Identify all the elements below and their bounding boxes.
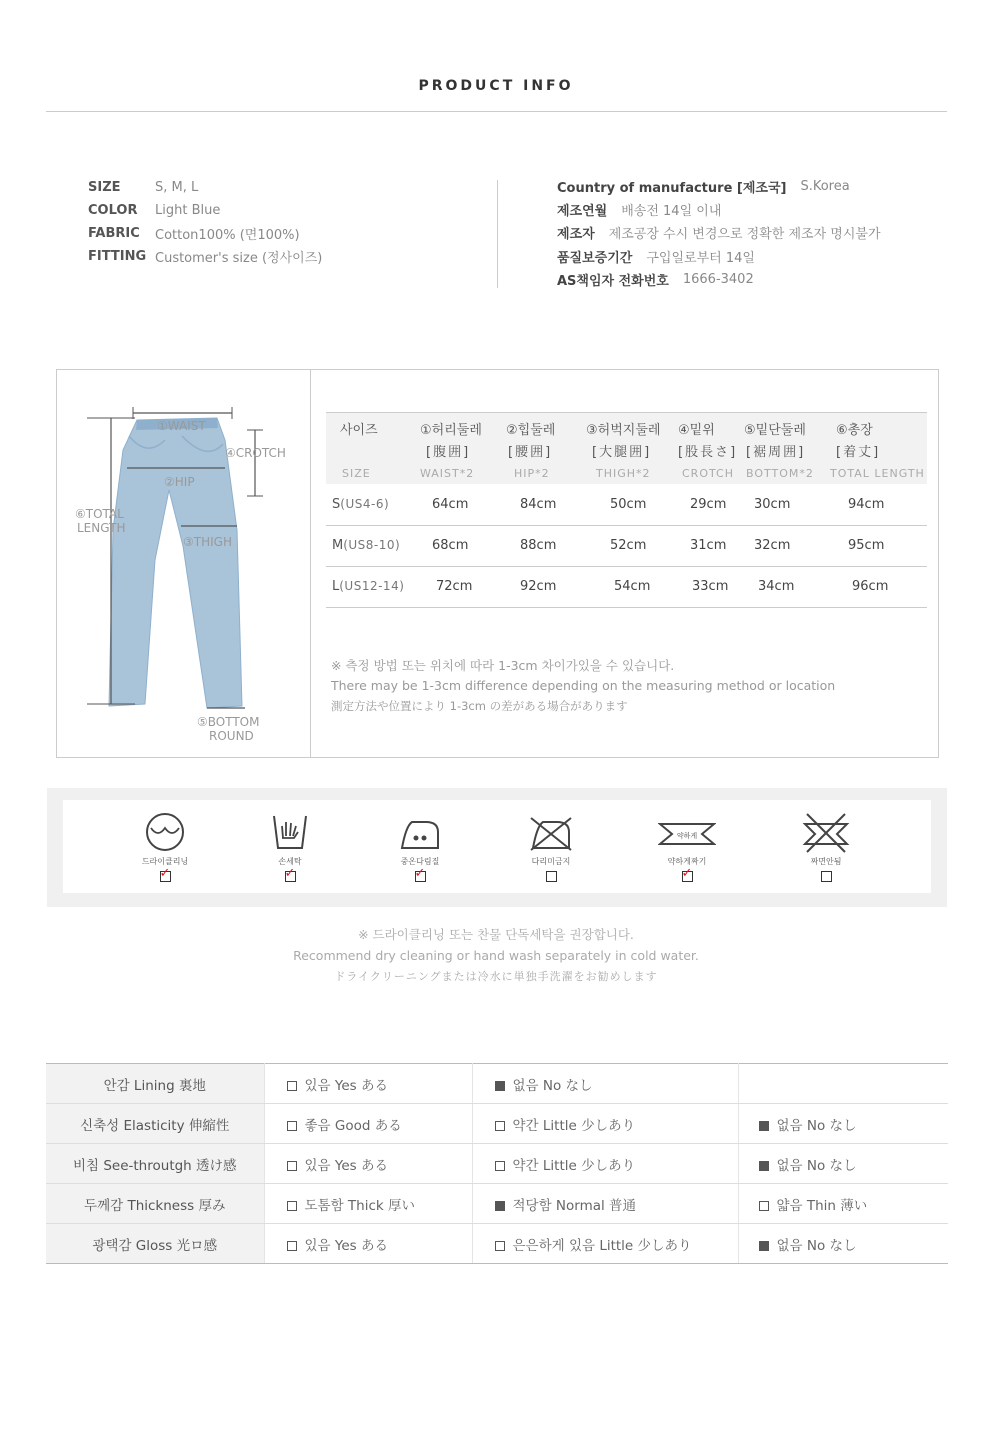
property-option[interactable] [472, 1144, 738, 1184]
total-length-label: ⑥TOTAL [75, 507, 124, 521]
property-option[interactable] [738, 1184, 948, 1224]
option-text: 있음 Yes ある [304, 1157, 388, 1174]
note-ko: ※ 측정 방법 또는 위치에 따라 1-3cm 차이가있을 수 있습니다. [331, 658, 675, 673]
value-cell: 33cm [678, 566, 742, 607]
care-item-gentle-wring [637, 812, 737, 882]
th-jp: [裾周囲] [742, 438, 830, 462]
th-en: BOTTOM*2 [742, 462, 830, 484]
option-text: 없음 No なし [776, 1117, 857, 1134]
value-cell: 54cm [580, 566, 678, 607]
option-checkbox[interactable] [495, 1121, 505, 1131]
spec-value: 배송전 14일 이내 [621, 204, 722, 220]
property-label: 안감 Lining 裏地 [46, 1064, 264, 1104]
care-label: 중온다림질 [400, 857, 440, 866]
spec-key: 제조자 [557, 227, 595, 243]
property-option[interactable] [472, 1104, 738, 1144]
spec-key: AS책임자 전화번호 [557, 273, 669, 289]
spec-value: S.Korea [800, 179, 850, 195]
property-option-empty [738, 1064, 948, 1104]
value-cell: 92cm [500, 566, 580, 607]
th-hip: ②힙둘레 [500, 413, 580, 438]
property-row-lining [46, 1064, 948, 1104]
spec-key: SIZE [88, 180, 121, 195]
property-option[interactable] [472, 1184, 738, 1224]
th-en: WAIST*2 [408, 462, 500, 484]
property-option[interactable] [472, 1064, 738, 1104]
value-cell: 29cm [678, 484, 742, 525]
th-jp: [着丈] [830, 438, 927, 462]
spec-value: 1666-3402 [682, 271, 754, 287]
option-text: 없음 No なし [776, 1157, 857, 1174]
property-label: 비침 See-throutgh 透け感 [46, 1144, 264, 1184]
option-text: 얇음 Thin 薄い [776, 1197, 868, 1214]
spec-value: 구입일로부터 14일 [646, 250, 755, 266]
measurement-notes [331, 656, 835, 716]
th-en: THIGH*2 [580, 462, 678, 484]
dry-cleaning-icon [143, 812, 187, 854]
care-checkbox[interactable] [546, 871, 557, 882]
care-item-iron [370, 812, 470, 882]
no-wring-icon [801, 812, 851, 854]
value-cell: 50cm [580, 484, 678, 525]
spec-list-left [88, 176, 322, 268]
care-checkbox[interactable] [414, 866, 426, 882]
value-cell: 64cm [408, 484, 500, 525]
size-letter: S [332, 496, 341, 512]
care-label: 드라이클리닝 [141, 857, 189, 866]
value-cell: 34cm [742, 566, 830, 607]
option-checkbox[interactable] [759, 1121, 769, 1131]
property-option[interactable] [264, 1064, 472, 1104]
th-en: TOTAL LENGTH [830, 462, 927, 484]
spec-row-size [88, 176, 322, 199]
spec-key: COLOR [88, 203, 138, 218]
note-jp: 測定方法や位置により 1-3cm の差がある場合があります [331, 699, 628, 713]
jeans-measurement-diagram [57, 370, 310, 758]
value-cell: 68cm [408, 525, 500, 566]
th-jp [326, 438, 408, 462]
property-row-gloss [46, 1224, 948, 1264]
option-text: 약간 Little 少しあり [512, 1157, 636, 1174]
waist-label: ①WAIST [157, 419, 206, 433]
spec-row-as-phone [557, 268, 881, 291]
spec-key: 품질보증기간 [557, 250, 633, 266]
spec-key: FITTING [88, 249, 147, 264]
property-option[interactable] [264, 1104, 472, 1144]
option-text: 좋음 Good ある [304, 1117, 402, 1134]
page-title: PRODUCT INFO [418, 78, 574, 94]
check-icon: ✓ [284, 866, 296, 881]
value-cell: 84cm [500, 484, 580, 525]
spec-key: FABRIC [88, 226, 140, 241]
size-box-divider [310, 370, 311, 757]
care-checkbox[interactable] [681, 866, 693, 882]
hand-wash-icon [268, 812, 312, 854]
care-checkbox[interactable] [821, 871, 832, 882]
option-text: 도톰함 Thick 厚い [304, 1197, 415, 1214]
thigh-label: ③THIGH [183, 535, 232, 549]
property-option[interactable] [472, 1224, 738, 1264]
option-text: 약간 Little 少しあり [512, 1117, 636, 1134]
th-waist: ①허리둘레 [408, 413, 500, 438]
option-text: 없음 No なし [512, 1077, 593, 1094]
care-item-hand-wash [240, 812, 340, 882]
size-cell [326, 566, 408, 607]
spec-row-country [557, 175, 881, 198]
care-checkbox[interactable] [284, 866, 296, 882]
value-cell: 52cm [580, 525, 678, 566]
spec-row-color [88, 199, 322, 222]
care-label: 손세탁 [278, 857, 302, 866]
check-icon: ✓ [159, 866, 171, 881]
option-checkbox[interactable] [759, 1161, 769, 1171]
property-option[interactable] [264, 1184, 472, 1224]
option-checkbox[interactable] [495, 1161, 505, 1171]
spec-value: S, M, L [155, 180, 199, 195]
spec-list-right [557, 175, 881, 291]
th-jp: [腹囲] [408, 438, 500, 462]
title-divider [46, 111, 947, 112]
option-text: 은은하게 있음 Little 少しあり [512, 1237, 692, 1254]
total-length-label-2: LENGTH [77, 521, 126, 535]
th-jp: [大腿囲] [580, 438, 678, 462]
property-label: 신축성 Elasticity 伸縮性 [46, 1104, 264, 1144]
spec-row-warranty [557, 245, 881, 268]
th-total: ⑥총장 [830, 413, 927, 438]
option-checkbox[interactable] [287, 1081, 297, 1091]
bottom-round-label-2: ROUND [209, 729, 254, 743]
note-en: There may be 1-3cm difference depending on the measuring method or location [331, 678, 836, 693]
spec-value: 제조공장 수시 변경으로 정확한 제조자 명시불가 [608, 227, 881, 243]
spec-row-manufactured [557, 198, 881, 221]
value-cell: 95cm [830, 525, 927, 566]
option-checkbox[interactable] [287, 1241, 297, 1251]
th-en: SIZE [326, 462, 408, 484]
care-item-no-wring [776, 812, 876, 882]
size-cell [326, 484, 408, 525]
spec-key: Country of manufacture [제조국] [557, 181, 787, 197]
th-jp: [股長さ] [678, 438, 742, 462]
fabric-properties-table [46, 1063, 948, 1264]
spec-row-manufacturer [557, 221, 881, 244]
th-thigh: ③허벅지둘레 [580, 413, 678, 438]
option-checkbox[interactable] [495, 1241, 505, 1251]
th-en: CROTCH [678, 462, 742, 484]
value-cell: 88cm [500, 525, 580, 566]
value-cell: 32cm [742, 525, 830, 566]
care-label: 짜면안됨 [810, 857, 842, 866]
property-label: 두께감 Thickness 厚み [46, 1184, 264, 1224]
size-chart-box [56, 369, 939, 758]
spec-row-fitting [88, 245, 322, 268]
th-size: 사이즈 [326, 413, 408, 438]
spec-row-fabric [88, 222, 322, 245]
option-checkbox[interactable] [287, 1201, 297, 1211]
option-checkbox[interactable] [495, 1081, 505, 1091]
property-row-see-through [46, 1144, 948, 1184]
spec-value: Customer's size (정사이즈) [155, 251, 323, 266]
recommend-jp: ドライクリーニングまたは冷水に単独手洗濯をお勧めします [334, 970, 658, 983]
care-checkbox[interactable] [159, 866, 171, 882]
value-cell: 94cm [830, 484, 927, 525]
property-option[interactable] [264, 1144, 472, 1184]
option-checkbox[interactable] [287, 1161, 297, 1171]
hip-label: ②HIP [164, 475, 195, 489]
option-text: 있음 Yes ある [304, 1237, 388, 1254]
th-bottom: ⑤밑단둘레 [742, 413, 830, 438]
table-row [326, 525, 927, 566]
th-crotch: ④밑위 [678, 413, 742, 438]
option-text: 있음 Yes ある [304, 1077, 388, 1094]
value-cell: 30cm [742, 484, 830, 525]
size-cell [326, 525, 408, 566]
spec-value: Light Blue [155, 203, 221, 218]
size-letter: M [332, 538, 344, 553]
option-checkbox[interactable] [287, 1121, 297, 1131]
us-size: (US8-10) [343, 538, 401, 552]
option-text: 없음 No なし [776, 1237, 857, 1254]
crotch-label: ④CROTCH [225, 446, 286, 460]
size-table [326, 413, 927, 608]
option-text: 적당함 Normal 普通 [512, 1197, 637, 1214]
value-cell: 31cm [678, 525, 742, 566]
care-item-no-iron [501, 812, 601, 882]
th-en: HIP*2 [500, 462, 580, 484]
jeans-image [109, 418, 242, 708]
table-row [326, 566, 927, 607]
iron-medium-icon [398, 812, 442, 854]
care-item-dry-cleaning [115, 812, 215, 882]
care-panel-inner [63, 800, 931, 893]
spec-key: 제조연월 [557, 204, 608, 220]
option-checkbox[interactable] [759, 1241, 769, 1251]
spec-divider [497, 180, 498, 288]
property-option[interactable] [738, 1224, 948, 1264]
property-option[interactable] [738, 1104, 948, 1144]
th-jp: [腰囲] [500, 438, 580, 462]
check-icon: ✓ [414, 866, 426, 881]
value-cell: 96cm [830, 566, 927, 607]
gentle-wring-icon-text: 약하게 [676, 832, 698, 840]
option-checkbox[interactable] [495, 1201, 505, 1211]
gentle-wring-icon [658, 812, 716, 854]
check-icon: ✓ [681, 866, 693, 881]
care-panel [47, 788, 947, 907]
property-option[interactable] [264, 1224, 472, 1264]
property-option[interactable] [738, 1144, 948, 1184]
care-recommendation [0, 924, 992, 987]
table-row [326, 484, 927, 525]
size-letter: L [332, 579, 340, 594]
property-label: 광택감 Gloss 光ロ感 [46, 1224, 264, 1264]
value-cell: 72cm [408, 566, 500, 607]
recommend-en: Recommend dry cleaning or hand wash separately in cold water. [293, 948, 699, 963]
bottom-round-label: ⑤BOTTOM [197, 715, 260, 729]
option-checkbox[interactable] [759, 1201, 769, 1211]
care-label: 약하게짜기 [667, 857, 707, 866]
us-size: (US4-6) [340, 496, 390, 511]
us-size: (US12-14) [339, 579, 405, 593]
recommend-ko: ※ 드라이클리닝 또는 찬물 단독세탁을 권장합니다. [358, 927, 634, 942]
property-row-thickness [46, 1184, 948, 1224]
spec-value: Cotton100% (면100%) [155, 228, 300, 243]
no-iron-icon [529, 812, 573, 854]
property-row-elasticity [46, 1104, 948, 1144]
care-label: 다리미금지 [531, 857, 571, 866]
